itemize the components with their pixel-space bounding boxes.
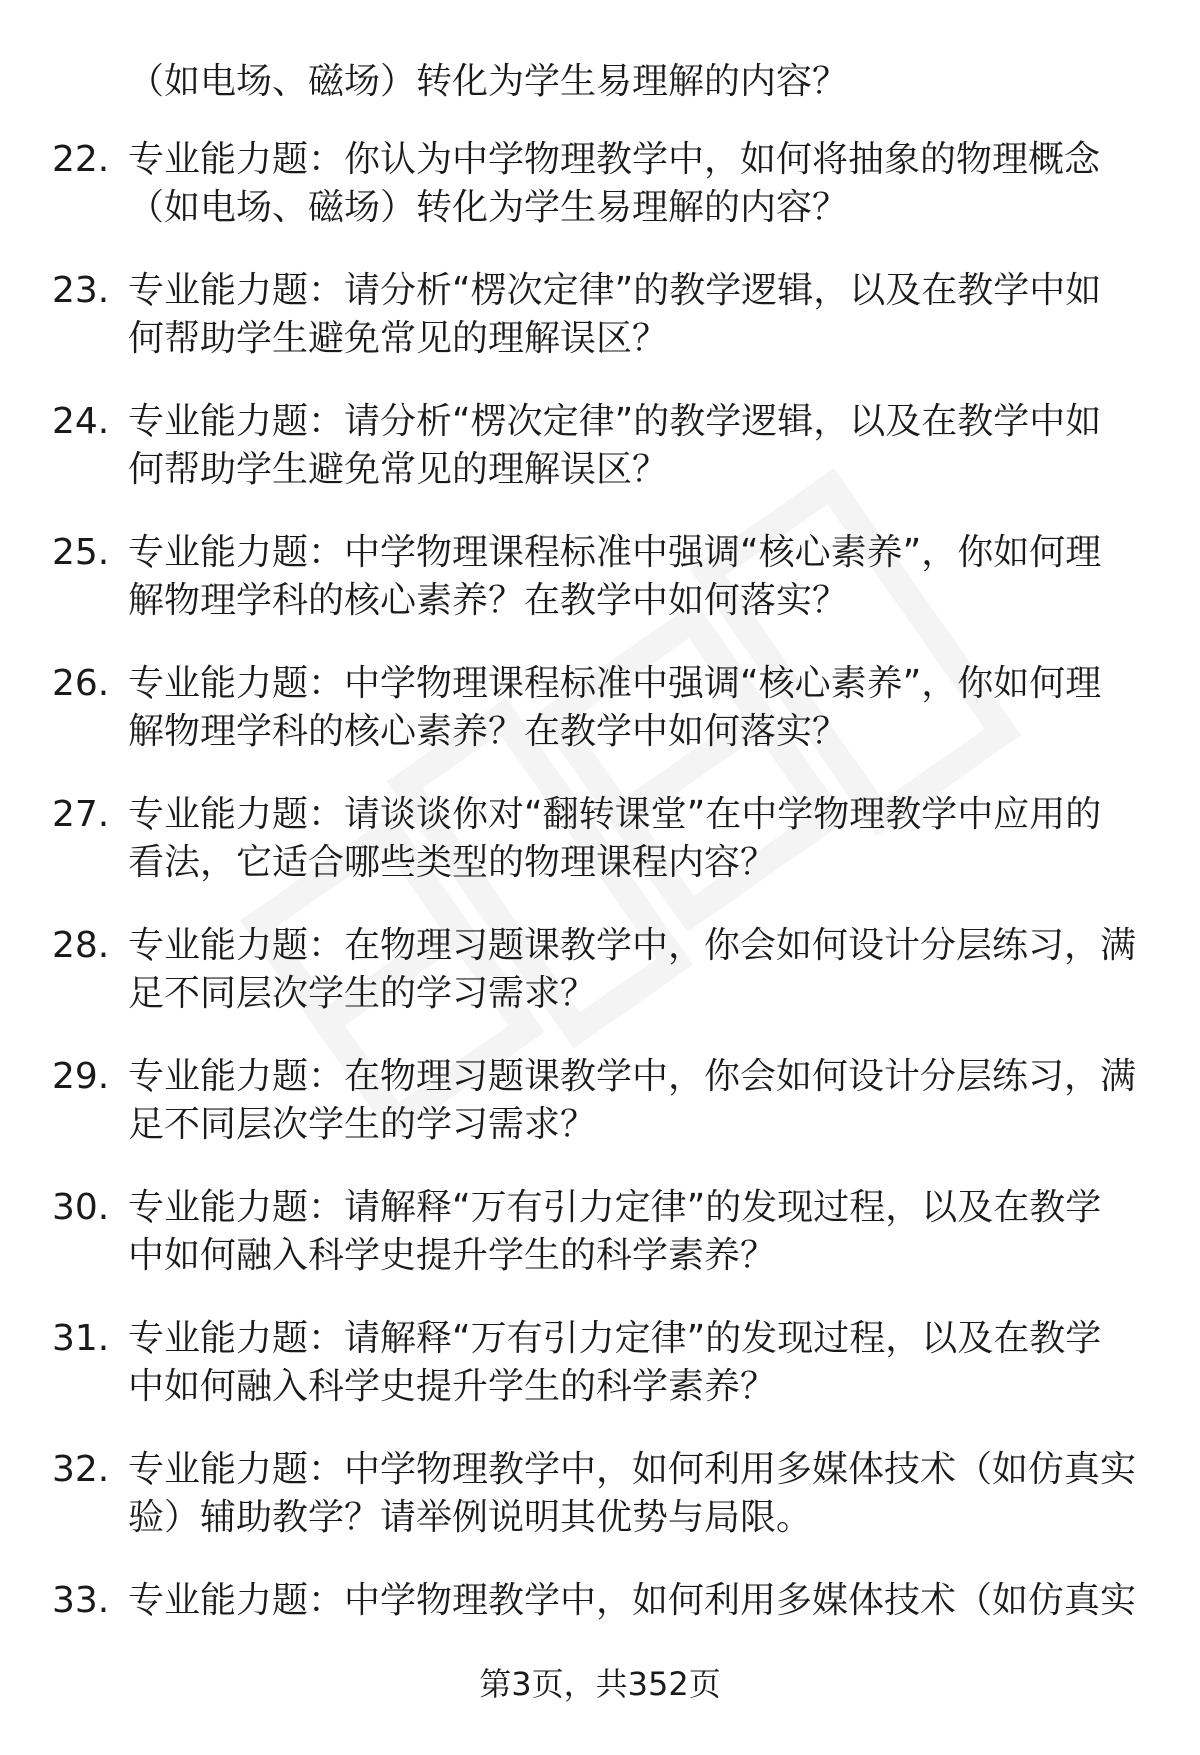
question-text-line: 看法，它适合哪些类型的物理课程内容？ xyxy=(128,842,777,883)
question-text-line: 专业能力题：请分析“楞次定律”的教学逻辑，以及在教学中如 xyxy=(128,401,1102,442)
question-text xyxy=(128,791,1148,887)
question-text xyxy=(128,1577,1148,1625)
question-number: 28. xyxy=(52,925,110,966)
question-text-line: 何帮助学生避免常见的理解误区？ xyxy=(128,318,669,359)
question-number: 30. xyxy=(52,1187,110,1228)
question-text-line: 专业能力题：你认为中学物理教学中，如何将抽象的物理概念 xyxy=(128,139,1101,180)
question-text-line: 解物理学科的核心素养？在教学中如何落实？ xyxy=(128,580,849,621)
question-text-line: 解物理学科的核心素养？在教学中如何落实？ xyxy=(128,711,849,752)
question-text-line: 何帮助学生避免常见的理解误区？ xyxy=(128,449,669,490)
question-text xyxy=(128,529,1148,625)
question-text xyxy=(128,1315,1148,1411)
question-number: 31. xyxy=(52,1318,110,1359)
question-number: 26. xyxy=(52,663,110,704)
question-item xyxy=(0,660,1200,791)
question-text-line: 专业能力题：请解释“万有引力定律”的发现过程，以及在教学 xyxy=(128,1318,1102,1359)
question-number: 24. xyxy=(52,401,110,442)
question-item xyxy=(0,1184,1200,1315)
question-text-line: 专业能力题：中学物理教学中，如何利用多媒体技术（如仿真实 xyxy=(128,1449,1137,1490)
question-text xyxy=(128,398,1148,494)
question-text-line: 专业能力题：请解释“万有引力定律”的发现过程，以及在教学 xyxy=(128,1187,1102,1228)
question-text-line: 专业能力题：请分析“楞次定律”的教学逻辑，以及在教学中如 xyxy=(128,270,1102,311)
question-text xyxy=(128,1053,1148,1149)
question-item xyxy=(0,136,1200,267)
question-text-line: 专业能力题：中学物理教学中，如何利用多媒体技术（如仿真实 xyxy=(128,1580,1137,1621)
question-text-line: 中如何融入科学史提升学生的科学素养？ xyxy=(128,1235,777,1276)
page-number-footer: 第3页，共352页 xyxy=(479,1665,721,1703)
question-item xyxy=(0,1446,1200,1577)
question-text xyxy=(128,136,1148,232)
question-item xyxy=(0,1053,1200,1184)
question-number: 32. xyxy=(52,1449,110,1490)
question-text-line: 专业能力题：中学物理课程标准中强调“核心素养”，你如何理 xyxy=(128,663,1102,704)
question-number: 25. xyxy=(52,532,110,573)
question-list xyxy=(0,136,1200,1708)
question-text-line: 验）辅助教学？请举例说明其优势与局限。 xyxy=(128,1497,813,1538)
question-item xyxy=(0,267,1200,398)
question-text-line: 中如何融入科学史提升学生的科学素养？ xyxy=(128,1366,777,1407)
continued-question-text: （如电场、磁场）转化为学生易理解的内容？ xyxy=(128,61,849,102)
question-item xyxy=(0,529,1200,660)
question-number: 29. xyxy=(52,1056,110,1097)
question-number: 33. xyxy=(52,1580,110,1621)
question-number: 27. xyxy=(52,794,110,835)
question-text-line: 专业能力题：在物理习题课教学中，你会如何设计分层练习，满 xyxy=(128,925,1137,966)
question-text xyxy=(128,922,1148,1018)
question-text-line: （如电场、磁场）转化为学生易理解的内容？ xyxy=(128,187,849,228)
question-text xyxy=(128,267,1148,363)
question-item xyxy=(0,1315,1200,1446)
question-number: 23. xyxy=(52,270,110,311)
question-text xyxy=(128,1446,1148,1542)
question-text xyxy=(128,1184,1148,1280)
question-text xyxy=(128,660,1148,756)
question-text-line: 专业能力题：在物理习题课教学中，你会如何设计分层练习，满 xyxy=(128,1056,1137,1097)
question-number: 22. xyxy=(52,139,110,180)
question-text-line: 足不同层次学生的学习需求？ xyxy=(128,1104,597,1145)
question-item xyxy=(0,922,1200,1053)
question-item xyxy=(0,398,1200,529)
question-text-line: 专业能力题：中学物理课程标准中强调“核心素养”，你如何理 xyxy=(128,532,1102,573)
question-text-line: 专业能力题：请谈谈你对“翻转课堂”在中学物理教学中应用的 xyxy=(128,794,1102,835)
question-text-line: 足不同层次学生的学习需求？ xyxy=(128,973,597,1014)
question-item xyxy=(0,791,1200,922)
